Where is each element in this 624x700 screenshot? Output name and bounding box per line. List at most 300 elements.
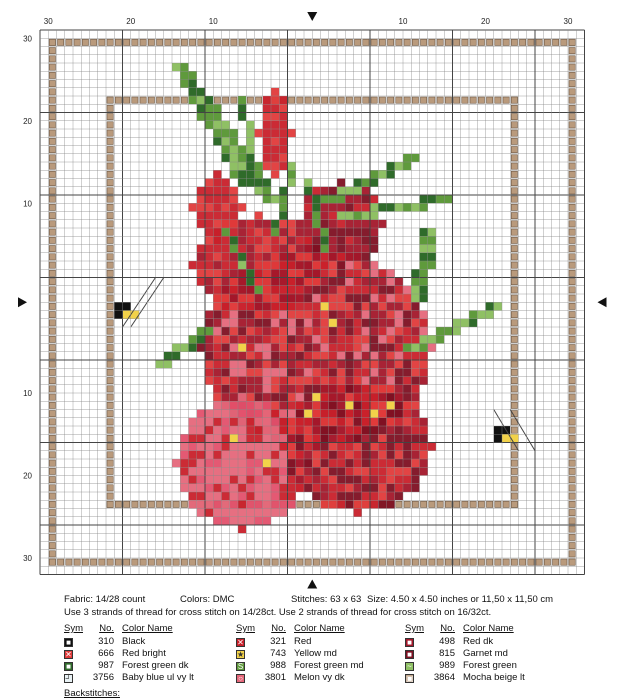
- flower-stitch: [337, 179, 345, 187]
- flower-stitch: [255, 261, 263, 269]
- flower-stitch: [230, 253, 238, 261]
- flower-stitch: [205, 253, 213, 261]
- flower-stitch: [304, 245, 312, 253]
- flower-stitch: [403, 368, 411, 376]
- flower-stitch: [230, 451, 238, 459]
- flower-stitch: [362, 195, 370, 203]
- border-stitch: [58, 39, 64, 45]
- flower-stitch: [222, 212, 230, 220]
- leaf-stitch: [411, 278, 419, 286]
- flower-stitch: [420, 418, 428, 426]
- border-stitch: [107, 477, 113, 483]
- flower-stitch: [271, 401, 279, 409]
- flower-stitch: [370, 467, 378, 475]
- stamen-stitch: [321, 302, 329, 310]
- flower-stitch: [321, 368, 329, 376]
- flower-stitch: [345, 492, 353, 500]
- legend-header-name: Color Name: [463, 623, 514, 634]
- flower-stitch: [189, 443, 197, 451]
- flower-stitch: [230, 220, 238, 228]
- flower-stitch: [222, 335, 230, 343]
- flower-stitch: [205, 278, 213, 286]
- leaf-stitch: [428, 228, 436, 236]
- flower-stitch: [222, 203, 230, 211]
- flower-stitch: [189, 434, 197, 442]
- fabric-info: Fabric: 14/28 count: [64, 594, 146, 605]
- flower-stitch: [205, 509, 213, 517]
- border-stitch: [511, 460, 517, 466]
- border-stitch: [454, 559, 460, 565]
- flower-stitch: [411, 385, 419, 393]
- flower-stitch: [263, 327, 271, 335]
- leaf-stitch: [238, 113, 246, 121]
- border-stitch: [511, 386, 517, 392]
- leaf-stitch: [238, 179, 246, 187]
- flower-stitch: [312, 360, 320, 368]
- flower-stitch: [246, 401, 254, 409]
- flower-stitch: [329, 385, 337, 393]
- border-stitch: [569, 262, 575, 268]
- border-stitch: [503, 501, 509, 507]
- flower-stitch: [370, 236, 378, 244]
- flower-stitch: [304, 311, 312, 319]
- flower-stitch: [271, 261, 279, 269]
- flower-stitch: [296, 418, 304, 426]
- flower-stitch: [279, 335, 287, 343]
- border-stitch: [107, 320, 113, 326]
- leaf-stitch: [246, 278, 254, 286]
- legend-symbol-swatch: ■: [405, 638, 414, 647]
- flower-stitch: [213, 360, 221, 368]
- flower-stitch: [205, 459, 213, 467]
- flower-stitch: [205, 286, 213, 294]
- flower-stitch: [304, 476, 312, 484]
- border-stitch: [330, 559, 336, 565]
- flower-stitch: [189, 500, 197, 508]
- leaf-stitch: [428, 195, 436, 203]
- border-stitch: [569, 229, 575, 235]
- leaf-stitch: [246, 154, 254, 162]
- flower-stitch: [263, 220, 271, 228]
- flower-stitch: [329, 269, 337, 277]
- flower-stitch: [321, 344, 329, 352]
- top-ruler-label: 10: [398, 17, 408, 26]
- flower-stitch: [296, 467, 304, 475]
- flower-stitch: [395, 451, 403, 459]
- flower-stitch: [337, 253, 345, 261]
- flower-stitch: [246, 467, 254, 475]
- border-stitch: [49, 452, 55, 458]
- flower-stitch: [197, 410, 205, 418]
- border-stitch: [569, 485, 575, 491]
- leaf-stitch: [246, 269, 254, 277]
- flower-stitch: [362, 410, 370, 418]
- flower-stitch: [246, 410, 254, 418]
- flower-stitch: [403, 401, 411, 409]
- stamen-stitch: [230, 434, 238, 442]
- flower-stitch: [370, 344, 378, 352]
- border-stitch: [58, 559, 64, 565]
- flower-stitch: [304, 253, 312, 261]
- border-stitch: [511, 180, 517, 186]
- border-stitch: [454, 97, 460, 103]
- flower-stitch: [238, 434, 246, 442]
- flower-stitch: [279, 443, 287, 451]
- legend-symbol-swatch: ■: [64, 662, 73, 671]
- flower-stitch: [205, 434, 213, 442]
- flower-stitch: [370, 311, 378, 319]
- border-stitch: [107, 147, 113, 153]
- flower-stitch: [411, 335, 419, 343]
- flower-stitch: [205, 451, 213, 459]
- border-stitch: [528, 39, 534, 45]
- border-stitch: [338, 39, 344, 45]
- flower-stitch: [189, 492, 197, 500]
- border-stitch: [107, 39, 113, 45]
- flower-stitch: [246, 393, 254, 401]
- legend-symbol-swatch: ✕: [237, 638, 244, 647]
- leaf-stitch: [411, 203, 419, 211]
- border-stitch: [107, 361, 113, 367]
- flower-stitch: [238, 220, 246, 228]
- flower-stitch: [246, 434, 254, 442]
- flower-stitch: [213, 195, 221, 203]
- flower-stitch: [370, 434, 378, 442]
- legend-header-sym: Sym: [405, 623, 424, 634]
- flower-stitch: [288, 418, 296, 426]
- flower-stitch: [321, 327, 329, 335]
- flower-stitch: [321, 286, 329, 294]
- leaf-stitch: [230, 245, 238, 253]
- flower-stitch: [296, 228, 304, 236]
- flower-stitch: [304, 426, 312, 434]
- flower-stitch: [345, 278, 353, 286]
- border-stitch: [124, 39, 130, 45]
- flower-stitch: [378, 335, 386, 343]
- border-stitch: [429, 559, 435, 565]
- flower-stitch: [345, 377, 353, 385]
- flower-stitch: [213, 269, 221, 277]
- flower-stitch: [180, 443, 188, 451]
- flower-stitch: [312, 426, 320, 434]
- flower-stitch: [222, 509, 230, 517]
- flower-stitch: [337, 377, 345, 385]
- flower-stitch: [337, 286, 345, 294]
- border-stitch: [569, 188, 575, 194]
- flower-stitch: [387, 418, 395, 426]
- border-stitch: [511, 452, 517, 458]
- flower-stitch: [337, 451, 345, 459]
- flower-stitch: [329, 492, 337, 500]
- border-stitch: [49, 262, 55, 268]
- flower-stitch: [345, 220, 353, 228]
- border-stitch: [115, 501, 121, 507]
- flower-stitch: [222, 385, 230, 393]
- legend-area: [0, 594, 624, 700]
- flower-stitch: [362, 500, 370, 508]
- flower-stitch: [304, 459, 312, 467]
- flower-stitch: [263, 113, 271, 121]
- border-stitch: [49, 328, 55, 334]
- flower-stitch: [370, 294, 378, 302]
- stamen-stitch: [238, 344, 246, 352]
- flower-stitch: [370, 327, 378, 335]
- flower-stitch: [403, 302, 411, 310]
- border-stitch: [256, 97, 262, 103]
- legend-dmc-number: 666: [98, 648, 114, 659]
- border-stitch: [107, 402, 113, 408]
- border-stitch: [49, 485, 55, 491]
- flower-stitch: [411, 319, 419, 327]
- flower-stitch: [395, 467, 403, 475]
- border-stitch: [49, 411, 55, 417]
- border-stitch: [511, 270, 517, 276]
- flower-stitch: [312, 245, 320, 253]
- flower-stitch: [345, 253, 353, 261]
- flower-stitch: [263, 451, 271, 459]
- flower-stitch: [197, 212, 205, 220]
- leaf-stitch: [197, 327, 205, 335]
- border-stitch: [569, 493, 575, 499]
- flower-stitch: [255, 220, 263, 228]
- border-stitch: [247, 97, 253, 103]
- flower-stitch: [395, 484, 403, 492]
- flower-stitch: [271, 492, 279, 500]
- flower-stitch: [255, 311, 263, 319]
- leaf-stitch: [172, 344, 180, 352]
- flower-stitch: [321, 187, 329, 195]
- leaf-stitch: [279, 187, 287, 195]
- flower-stitch: [312, 385, 320, 393]
- flower-stitch: [345, 335, 353, 343]
- flower-stitch: [230, 311, 238, 319]
- flower-stitch: [296, 220, 304, 228]
- flower-stitch: [288, 434, 296, 442]
- flower-stitch: [304, 385, 312, 393]
- border-stitch: [313, 559, 319, 565]
- flower-stitch: [354, 467, 362, 475]
- flower-stitch: [296, 327, 304, 335]
- flower-stitch: [411, 467, 419, 475]
- border-stitch: [107, 114, 113, 120]
- flower-stitch: [345, 319, 353, 327]
- border-stitch: [107, 369, 113, 375]
- leaf-stitch: [180, 71, 188, 79]
- flower-stitch: [213, 245, 221, 253]
- leaf-stitch: [255, 170, 263, 178]
- flower-stitch: [304, 377, 312, 385]
- leaf-stitch: [378, 170, 386, 178]
- border-stitch: [569, 122, 575, 128]
- leaf-stitch: [354, 187, 362, 195]
- flower-stitch: [337, 344, 345, 352]
- flower-stitch: [321, 352, 329, 360]
- flower-stitch: [238, 476, 246, 484]
- flower-stitch: [279, 459, 287, 467]
- flower-stitch: [271, 459, 279, 467]
- flower-stitch: [246, 476, 254, 484]
- flower-stitch: [255, 319, 263, 327]
- border-stitch: [511, 254, 517, 260]
- flower-stitch: [387, 484, 395, 492]
- flower-stitch: [255, 385, 263, 393]
- flower-stitch: [255, 368, 263, 376]
- border-stitch: [107, 237, 113, 243]
- flower-stitch: [213, 443, 221, 451]
- flower-stitch: [329, 261, 337, 269]
- flower-stitch: [354, 261, 362, 269]
- flower-stitch: [255, 377, 263, 385]
- border-stitch: [107, 97, 113, 103]
- flower-stitch: [246, 377, 254, 385]
- flower-stitch: [403, 327, 411, 335]
- flower-stitch: [238, 228, 246, 236]
- leaf-stitch: [304, 187, 312, 195]
- flower-stitch: [230, 492, 238, 500]
- border-stitch: [49, 114, 55, 120]
- legend-color-name: Forest green dk: [122, 660, 189, 671]
- flower-stitch: [172, 459, 180, 467]
- flower-stitch: [279, 451, 287, 459]
- flower-stitch: [362, 377, 370, 385]
- border-stitch: [49, 320, 55, 326]
- flower-stitch: [238, 335, 246, 343]
- flower-stitch: [230, 426, 238, 434]
- flower-stitch: [222, 327, 230, 335]
- border-stitch: [124, 559, 130, 565]
- leaf-stitch: [246, 121, 254, 129]
- flower-stitch: [222, 451, 230, 459]
- border-stitch: [445, 97, 451, 103]
- flower-stitch: [213, 261, 221, 269]
- border-stitch: [297, 39, 303, 45]
- flower-stitch: [395, 401, 403, 409]
- border-stitch: [107, 345, 113, 351]
- flower-stitch: [271, 335, 279, 343]
- border-stitch: [569, 534, 575, 540]
- border-stitch: [49, 386, 55, 392]
- flower-stitch: [403, 393, 411, 401]
- border-stitch: [264, 559, 270, 565]
- flower-stitch: [329, 476, 337, 484]
- flower-stitch: [329, 327, 337, 335]
- flower-stitch: [230, 195, 238, 203]
- flower-stitch: [213, 385, 221, 393]
- border-stitch: [388, 559, 394, 565]
- border-stitch: [107, 221, 113, 227]
- flower-stitch: [271, 96, 279, 104]
- flower-stitch: [263, 311, 271, 319]
- border-stitch: [305, 97, 311, 103]
- flower-stitch: [370, 443, 378, 451]
- flower-stitch: [213, 253, 221, 261]
- border-stitch: [470, 559, 476, 565]
- border-stitch: [165, 97, 171, 103]
- border-stitch: [437, 39, 443, 45]
- flower-stitch: [279, 236, 287, 244]
- leaf-stitch: [420, 269, 428, 277]
- leaf-stitch: [164, 352, 172, 360]
- flower-stitch: [222, 253, 230, 261]
- border-stitch: [404, 559, 410, 565]
- flower-stitch: [189, 467, 197, 475]
- border-stitch: [470, 501, 476, 507]
- leaf-stitch: [420, 236, 428, 244]
- flower-stitch: [395, 377, 403, 385]
- flower-stitch: [370, 269, 378, 277]
- border-stitch: [462, 501, 468, 507]
- border-stitch: [569, 303, 575, 309]
- flower-stitch: [337, 203, 345, 211]
- border-stitch: [454, 501, 460, 507]
- left-ruler-label: 30: [23, 554, 32, 563]
- border-stitch: [107, 229, 113, 235]
- flower-stitch: [222, 476, 230, 484]
- flower-stitch: [271, 319, 279, 327]
- legend-dmc-number: 3756: [92, 672, 114, 683]
- flower-stitch: [304, 269, 312, 277]
- flower-stitch: [321, 335, 329, 343]
- border-stitch: [569, 130, 575, 136]
- flower-stitch: [378, 327, 386, 335]
- flower-stitch: [288, 393, 296, 401]
- border-stitch: [165, 501, 171, 507]
- leaf-stitch: [230, 170, 238, 178]
- flower-stitch: [263, 368, 271, 376]
- legend-dmc-number: 815: [439, 648, 455, 659]
- flower-stitch: [370, 319, 378, 327]
- border-stitch: [511, 493, 517, 499]
- border-stitch: [561, 559, 567, 565]
- flower-stitch: [205, 426, 213, 434]
- flower-stitch: [255, 212, 263, 220]
- flower-stitch: [271, 385, 279, 393]
- flower-stitch: [337, 434, 345, 442]
- flower-stitch: [387, 459, 395, 467]
- border-stitch: [49, 518, 55, 524]
- flower-stitch: [312, 418, 320, 426]
- flower-stitch: [246, 368, 254, 376]
- border-stitch: [49, 444, 55, 450]
- leaf-stitch: [205, 104, 213, 112]
- leaf-stitch: [444, 195, 452, 203]
- border-stitch: [569, 48, 575, 54]
- flower-stitch: [345, 500, 353, 508]
- flower-stitch: [271, 88, 279, 96]
- flower-stitch: [222, 467, 230, 475]
- flower-stitch: [296, 385, 304, 393]
- flower-stitch: [354, 236, 362, 244]
- border-stitch: [511, 188, 517, 194]
- flower-stitch: [222, 401, 230, 409]
- flower-stitch: [263, 426, 271, 434]
- border-stitch: [49, 270, 55, 276]
- flower-stitch: [238, 459, 246, 467]
- flower-stitch: [230, 377, 238, 385]
- border-stitch: [338, 97, 344, 103]
- border-stitch: [107, 254, 113, 260]
- leaf-stitch: [362, 212, 370, 220]
- border-stitch: [511, 147, 517, 153]
- flower-stitch: [246, 302, 254, 310]
- flower-stitch: [387, 385, 395, 393]
- flower-stitch: [428, 443, 436, 451]
- flower-stitch: [279, 245, 287, 253]
- border-stitch: [569, 402, 575, 408]
- leaf-stitch: [189, 71, 197, 79]
- border-stitch: [157, 97, 163, 103]
- leaf-stitch: [263, 179, 271, 187]
